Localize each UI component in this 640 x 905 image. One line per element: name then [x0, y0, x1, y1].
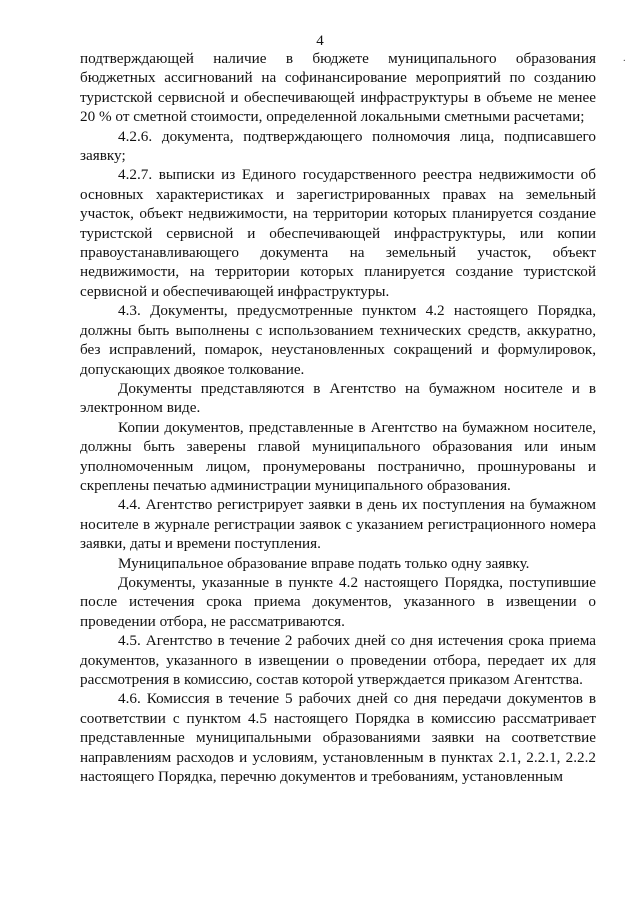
paragraph-submission-format: Документы представляются в Агентство на бумажном носителе и в электронном виде.: [80, 379, 596, 417]
paragraph-4-5: 4.5. Агентство в течение 2 рабочих дней со дня истечения срока приема документов, указанного в извещении о проведении отбора, передает их для рассмотрения в комиссию, состав которой утверждается приказом Агентства.: [80, 632, 596, 688]
document-body: [80, 49, 596, 786]
paragraph-copies-certification: Копии документов, представленные в Агентство на бумажном носителе, должны быть заверены главой муниципального образования или иным уполномоченным лицом, пронумерованы постранично, прошнурованы и скреплены печатью администрации муниципального образования.: [80, 418, 596, 494]
margin-mark: ·: [622, 56, 626, 67]
paragraph-funding-confirmation: подтверждающей наличие в бюджете муниципального образования бюджетных ассигнований на софинансирование мероприятий по созданию туристской сервисной и обеспечивающей инфраструктуры в объеме не менее 20 % от сметной стоимости, определенной локальными сметными расчетами;: [80, 50, 596, 126]
paragraph-4-6: 4.6. Комиссия в течение 5 рабочих дней со дня передачи документов в соответствии с пунктом 4.5 настоящего Порядка в комиссию рассматривает представленные муниципальными образованиями заявки на соответствие направлениям расходов и условиям, установленным в пунктах 2.1, 2.2.1, 2.2.2 настоящего Порядка, перечню документов и требованиям, установленным: [80, 690, 596, 786]
paragraph-4-4: 4.4. Агентство регистрирует заявки в день их поступления на бумажном носителе в журнале регистрации заявок с указанием регистрационного номера заявки, даты и времени поступления.: [80, 496, 596, 553]
paragraph-single-application: Муниципальное образование вправе подать только одну заявку.: [118, 554, 530, 572]
paragraph-late-documents: Документы, указанные в пункте 4.2 настоящего Порядка, поступившие после истечения срока приема документов, указанного в извещении о проведении отбора, не рассматриваются.: [80, 573, 596, 630]
paragraph-4-2-6: 4.2.6. документа, подтверждающего полномочия лица, подписавшего заявку;: [80, 127, 596, 165]
page-number: 4: [316, 33, 324, 49]
paragraph-4-3: 4.3. Документы, предусмотренные пунктом 4.2 настоящего Порядка, должны быть выполнены с использованием технических средств, аккуратно, без исправлений, помарок, неустановленных сокращений и формулировок, допускающих двоякое толкование.: [80, 302, 596, 378]
paragraph-4-2-7: 4.2.7. выписки из Единого государственного реестра недвижимости об основных характеристиках и зарегистрированных правах на земельный участок, объект недвижимости, на территории которых планируется создание туристской сервисной и обеспечивающей инфраструктуры, или копии правоустанавливающего документа на земельный участок, объект недвижимости, на территории которых планируется создание туристской сервисной и обеспечивающей инфраструктуры.: [80, 166, 596, 300]
